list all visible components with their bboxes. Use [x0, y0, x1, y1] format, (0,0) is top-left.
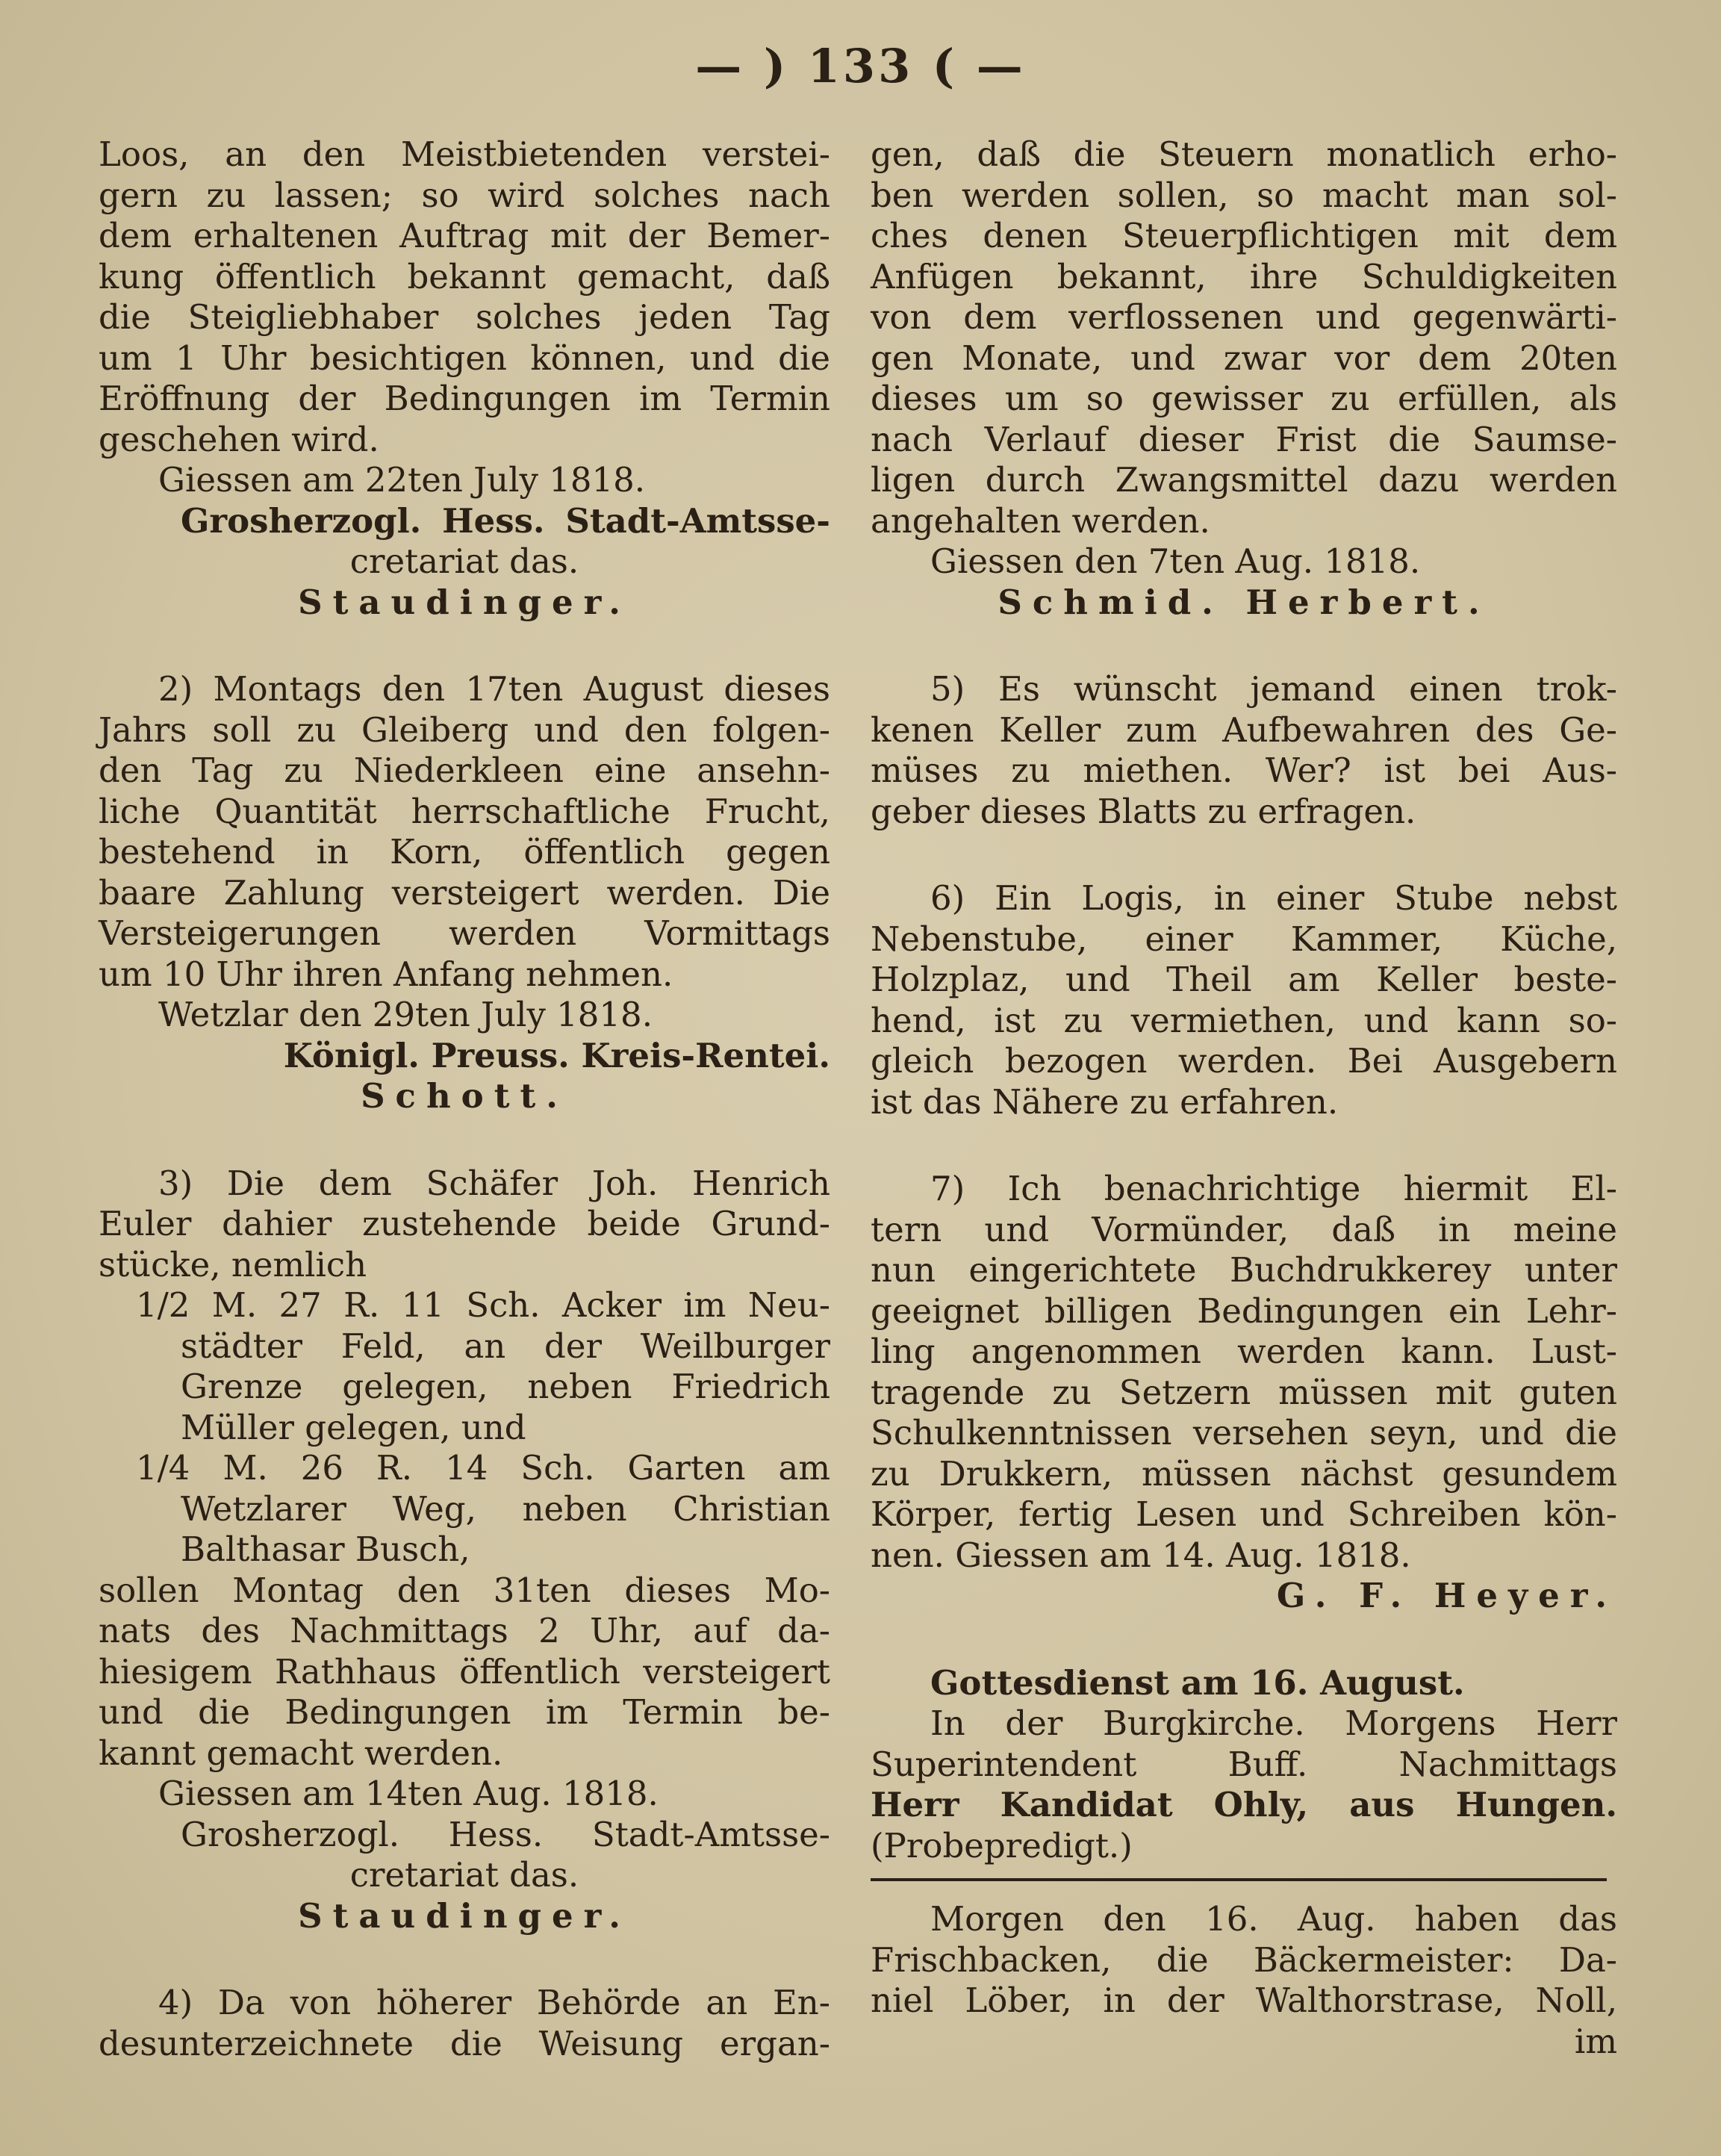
- text-line: ches denen Steuerpflichtigen mit dem: [871, 216, 1617, 255]
- text-line: (Probepredigt.): [871, 1825, 1133, 1865]
- text-line: kenen Keller zum Aufbewahren des Ge-: [871, 709, 1617, 750]
- paragraph-gap: [871, 1617, 1617, 1663]
- text-line: ling angenommen werden kann. Lust-: [871, 1332, 1617, 1371]
- text-line: desunterzeichnete die Weisung ergan-: [99, 2023, 830, 2063]
- text-line: 5) Es wünscht jemand einen trok-: [930, 669, 1617, 709]
- text-line: ist das Nähere zu erfahren.: [871, 1081, 1339, 1122]
- text-line: angehalten werden.: [871, 500, 1210, 541]
- text-line: gen Monate, und zwar vor dem 20ten: [871, 338, 1617, 378]
- text-line: dieses um so gewisser zu erfüllen, als: [871, 379, 1617, 418]
- text-line: von dem verflossenen und gegenwärti-: [871, 297, 1617, 337]
- text-line: geber dieses Blatts zu erfragen.: [871, 791, 1416, 831]
- text-line: Giessen am 14ten Aug. 1818.: [158, 1774, 659, 1813]
- text-line: hiesigem Rathhaus öffentlich versteigert: [99, 1651, 830, 1691]
- text-line: Nebenstube, einer Kammer, Küche,: [871, 919, 1617, 959]
- text-line: ligen durch Zwangsmittel dazu werden: [871, 460, 1617, 500]
- text-line: gleich bezogen werden. Bei Ausgebern: [871, 1041, 1617, 1081]
- text-line: Morgen den 16. Aug. haben das: [930, 1899, 1617, 1939]
- text-line: kannt gemacht werden.: [99, 1733, 503, 1773]
- text-line: um 1 Uhr besichtigen können, und die: [99, 338, 830, 378]
- text-line: nats des Nachmittags 2 Uhr, auf da-: [99, 1611, 830, 1650]
- section-divider: [871, 1878, 1607, 1881]
- text-line: Wetzlar den 29ten July 1818.: [158, 995, 653, 1034]
- text-line: Königl. Preuss. Kreis-Rentei.: [283, 1035, 830, 1075]
- text-line: Schulkenntnissen versehen seyn, und die: [871, 1413, 1617, 1453]
- text-line: Giessen am 22ten July 1818.: [158, 460, 646, 500]
- text-line: sollen Montag den 31ten dieses Mo-: [99, 1570, 830, 1610]
- text-line: Staudinger.: [298, 1895, 631, 1936]
- text-line: geeignet billigen Bedingungen ein Lehr-: [871, 1290, 1617, 1331]
- text-line: im: [1574, 2021, 1617, 2061]
- text-line: Staudinger.: [298, 582, 631, 622]
- text-line: 1/4 M. 26 R. 14 Sch. Garten am: [136, 1448, 830, 1488]
- text-line: bestehend in Korn, öffentlich gegen: [99, 832, 830, 872]
- text-line: Gottesdienst am 16. August.: [930, 1662, 1465, 1703]
- paragraph-gap: [871, 623, 1617, 669]
- text-line: gern zu lassen; so wird solches nach: [99, 175, 830, 215]
- text-line: Körper, fertig Lesen und Schreiben kön-: [871, 1494, 1617, 1534]
- text-line: geschehen wird.: [99, 419, 379, 459]
- left-column: [99, 134, 830, 2064]
- text-line: G. F. Heyer.: [1276, 1576, 1617, 1615]
- text-line: Grosherzogl. Hess. Stadt-Amtsse-: [181, 500, 830, 541]
- text-line: Loos, an den Meistbietenden verstei-: [99, 134, 830, 174]
- text-line: Holzplaz, und Theil am Keller beste-: [871, 960, 1617, 999]
- text-line: dem erhaltenen Auftrag mit der Bemer-: [99, 216, 830, 255]
- text-line: tern und Vormünder, daß in meine: [871, 1209, 1617, 1249]
- text-line: um 10 Uhr ihren Anfang nehmen.: [99, 954, 673, 994]
- text-line: nach Verlauf dieser Frist die Saumse-: [871, 419, 1617, 459]
- text-line: Eröffnung der Bedingungen im Termin: [99, 379, 830, 418]
- paragraph-gap: [99, 1117, 830, 1164]
- text-line: Grosherzogl. Hess. Stadt-Amtsse-: [181, 1814, 830, 1854]
- text-line: Jahrs soll zu Gleiberg und den folgen-: [99, 709, 830, 750]
- text-line: hend, ist zu vermiethen, und kann so-: [871, 1000, 1617, 1040]
- text-line: tragende zu Setzern müssen mit guten: [871, 1372, 1617, 1412]
- text-line: liche Quantität herrschaftliche Frucht,: [99, 791, 830, 831]
- text-line: Wetzlarer Weg, neben Christian: [181, 1488, 830, 1529]
- text-line: 2) Montags den 17ten August dieses: [158, 669, 830, 709]
- text-line: Grenze gelegen, neben Friedrich: [181, 1367, 830, 1406]
- text-line: niel Löber, in der Walthorstrase, Noll,: [871, 1981, 1617, 2020]
- text-line: und die Bedingungen im Termin be-: [99, 1692, 830, 1732]
- text-line: Anfügen bekannt, ihre Schuldigkeiten: [871, 256, 1617, 296]
- text-line: zu Drukkern, müssen nächst gesundem: [871, 1453, 1617, 1494]
- text-line: den Tag zu Niederkleen eine ansehn-: [99, 751, 830, 790]
- text-line: Herr Kandidat Ohly, aus Hungen.: [871, 1785, 1617, 1824]
- page-header: — ) 133 ( —: [695, 39, 1026, 93]
- text-line: nen. Giessen am 14. Aug. 1818.: [871, 1535, 1411, 1575]
- paragraph-gap: [99, 623, 830, 669]
- text-line: die Steigliebhaber solches jeden Tag: [99, 297, 830, 337]
- text-line: kung öffentlich bekannt gemacht, daß: [99, 256, 830, 296]
- text-line: In der Burgkirche. Morgens Herr: [930, 1703, 1617, 1743]
- text-line: städter Feld, an der Weilburger: [181, 1326, 830, 1366]
- text-line: Müller gelegen, und: [181, 1407, 526, 1447]
- text-line: Euler dahier zustehende beide Grund-: [99, 1204, 830, 1243]
- text-line: Balthasar Busch,: [181, 1529, 470, 1569]
- text-line: baare Zahlung versteigert werden. Die: [99, 872, 830, 913]
- text-line: 1/2 M. 27 R. 11 Sch. Acker im Neu-: [136, 1285, 830, 1325]
- text-line: 6) Ein Logis, in einer Stube nebst: [930, 878, 1617, 918]
- text-line: Giessen den 7ten Aug. 1818.: [930, 541, 1421, 581]
- text-line: 7) Ich benachrichtige hiermit El-: [930, 1169, 1617, 1208]
- right-column: [871, 134, 1617, 2062]
- text-line: nun eingerichtete Buchdrukkerey unter: [871, 1250, 1617, 1290]
- text-line: Superintendent Buff. Nachmittags: [871, 1744, 1617, 1784]
- text-line: ben werden sollen, so macht man sol-: [871, 175, 1617, 215]
- text-line: cretariat das.: [349, 541, 579, 581]
- paragraph-gap: [871, 832, 1617, 878]
- text-line: 3) Die dem Schäfer Joh. Henrich: [158, 1163, 830, 1203]
- text-line: cretariat das.: [349, 1855, 579, 1895]
- paragraph-gap: [99, 1936, 830, 1983]
- text-line: stücke, nemlich: [99, 1244, 367, 1284]
- text-line: gen, daß die Steuern monatlich erho-: [871, 134, 1617, 174]
- text-line: müses zu miethen. Wer? ist bei Aus-: [871, 751, 1617, 790]
- text-line: 4) Da von höherer Behörde an En-: [158, 1983, 830, 2022]
- text-line: Schott.: [361, 1076, 568, 1116]
- paragraph-gap: [871, 1122, 1617, 1169]
- text-line: Frischbacken, die Bäckermeister: Da-: [871, 1939, 1617, 1980]
- text-line: Versteigerungen werden Vormittags: [99, 913, 830, 953]
- text-line: Schmid. Herbert.: [998, 582, 1490, 622]
